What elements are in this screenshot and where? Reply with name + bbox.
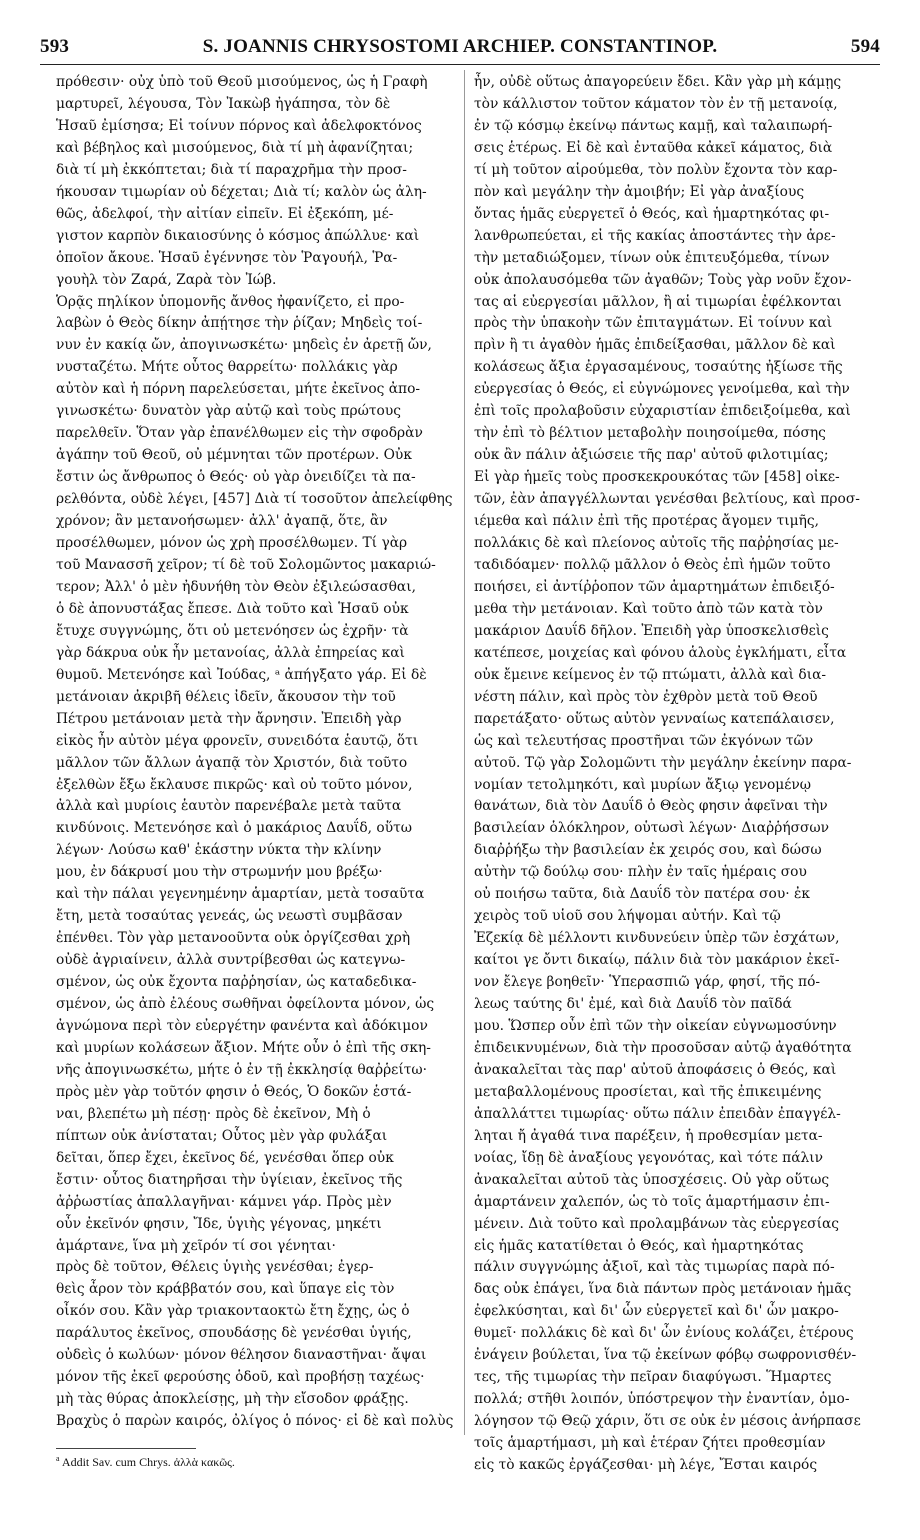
text-line: Ἡσαῦ ἐμίσησα; Εἰ τοίνυν πόρνος καὶ ἀδελφοκτόνος [56,117,422,134]
text-line: γὰρ δάκρυα οὐκ ἦν μετανοίας, ἀλλὰ ἐπηρείας καὶ [56,644,405,661]
footnote [56,1454,235,1470]
text-line: τί μὴ τοῦτον αἱρούμεθα, τὸν πολὺν ἔχοντα τὸν καρ- [474,161,838,178]
text-line: λόγησον τῷ Θεῷ χάριν, ὅτι σε οὐκ ἐν μέσοις ἀνήρπασε [474,1413,861,1430]
text-line: σμένον, ὡς οὐκ ἔχοντα παῤῥησίαν, ὡς καταδεδικα- [56,974,417,991]
text-line: θανάτων, διὰ τὸν Δαυΐδ ὁ Θεὸς φησιν ἀφεῖναι τὴν [474,798,828,815]
text-line: αὐτοῦ. Τῷ γὰρ Σολομῶντι τὴν μεγάλην ἐκείνην παρα- [474,754,852,771]
text-line: κατέπεσε, μοιχείας καὶ φόνου ἁλοὺς ἐγκλήματι, εἶτα [474,644,847,661]
text-line: ἀνακαλεῖται αὐτοῦ τὰς ὑποσχέσεις. Οὐ γὰρ οὕτως [474,1171,830,1188]
text-line: γινωσκέτω· δυνατὸν γὰρ αὐτῷ καὶ τοὺς πρώτους [56,403,401,420]
text-line: γιστον καρπὸν δικαιοσύνης ὁ κόσμος ἀπώλλυε· καὶ [56,227,420,244]
text-line: ὁποῖον ἄκουε. Ἡσαῦ ἐγέννησε τὸν Ῥαγουήλ, Ῥα- [56,249,398,266]
text-line: τοῖς ἁμαρτήμασι, μὴ καὶ ἑτέραν ζήτει προθεσμίαν [474,1435,826,1452]
text-line: ποιήσει, εἰ ἀντίῤῥοπον τῶν ἁμαρτημάτων ἐπιδειξό- [474,578,835,595]
page-number-right: 594 [850,36,880,57]
text-line: θεὶς ἆρον τὸν κράββατόν σου, καὶ ὕπαγε εἰς τὸν [56,1281,395,1298]
text-line: θῶς, ἀδελφοί, τὴν αἰτίαν εἰπεῖν. Εἰ ἐξεκόπη, μέ- [56,205,394,222]
text-line: ἐπὶ τοῖς προλαβοῦσιν εὐχαριστίαν ἐπιδειξοίμεθα, καὶ [474,403,851,420]
text-line: Βραχὺς ὁ παρὼν καιρός, ὀλίγος ὁ πόνος· εἰ δὲ καὶ πολὺς [56,1413,454,1430]
text-line: μου. Ὥσπερ οὖν ἐπὶ τῶν τὴν οἰκείαν εὐγνωμοσύνην [474,1017,837,1034]
text-line: χρόνον; ἂν μετανοήσωμεν· ἀλλ' ἀγαπᾷ, ὅτε, ἂν [56,513,388,530]
text-line: ἔτυχε συγγνώμης, ὅτι οὐ μετενόησεν ὡς ἐχρῆν· τὰ [56,622,409,639]
column-divider [464,70,465,1435]
text-line: θυμεῖ· πολλάκις δὲ καὶ δι' ὧν ἐνίους κολάζει, ἑτέρους [474,1325,854,1342]
running-title: S. JOANNIS CHRYSOSTOMI ARCHIEP. CONSTANTINOP. [202,36,718,57]
text-line: παρετάξατο· οὕτως αὐτὸν γενναίως κατεπάλαισεν, [474,710,835,727]
text-line: λαβὼν ὁ Θεὸς δίκην ἀπῄτησε τὴν ῥίζαν; Μηδεὶς τοί- [56,315,423,332]
footnote-rule [56,1448,196,1449]
text-line: χειρὸς τοῦ υἱοῦ σου λήψομαι αὐτήν. Καὶ τῷ [474,908,781,925]
text-line: οἶκόν σου. Κἂν γὰρ τριακονταοκτὼ ἔτη ἔχῃς, ὡς ὁ [56,1303,410,1320]
text-line: νυσταζέτω. Μήτε οὗτος θαρρείτω· πολλάκις γὰρ [56,359,398,376]
page-number-left: 593 [40,36,70,57]
text-line: ἔστιν· οὗτος διατηρῆσαι τὴν ὑγίειαν, ἐκεῖνος τῆς [56,1171,403,1188]
text-line: δας οὐκ ἐπάγει, ἵνα διὰ πάντων πρὸς μετάνοιαν ἡμᾶς [474,1281,852,1298]
text-line: πρόθεσιν· οὐχ ὑπὸ τοῦ Θεοῦ μισούμενος, ὡς ἡ Γραφὴ [56,74,428,90]
text-line: ἀνακαλεῖται τὰς παρ' αὐτοῦ ἀποφάσεις ὁ Θεός, καὶ [474,1061,837,1078]
text-line: ὁ δὲ ἀπονυστάξας ἔπεσε. Διὰ τοῦτο καὶ Ἡσαῦ οὐκ [56,600,409,617]
text-line: ἐπιδεικνυμένων, διὰ τὴν προσοῦσαν αὐτῷ ἀγαθότητα [474,1039,852,1056]
text-line: τὸν κάλλιστον τοῦτον κάματον τὸν ἐν τῇ μετανοίᾳ, [474,95,838,112]
text-line: πρὸς τὴν ὑπακοὴν τῶν ἐπιταγμάτων. Εἰ τοίνυν καὶ [474,315,833,332]
text-line: γουὴλ τὸν Ζαρά, Ζαρὰ τὸν Ἰώβ. [56,271,277,288]
text-line: Ὁρᾷς πηλίκον ὑπομονῆς ἄνθος ἠφανίζετο, εἰ προ- [56,293,405,310]
running-header [40,34,880,65]
text-line: οὖν ἐκεῖνόν φησιν, Ἴδε, ὑγιὴς γέγονας, μηκέτι [56,1215,382,1232]
text-line: οὐ ποιήσω ταῦτα, διὰ Δαυΐδ τὸν πατέρα σου· ἐκ [474,886,811,903]
text-line: ναι, βλεπέτω μὴ πέσῃ· πρὸς δὲ ἐκεῖνον, Μὴ ὁ [56,1105,371,1122]
text-line: μὴ τὰς θύρας ἀποκλείσῃς, μὴ τὴν εἴσοδον φράξῃς. [56,1391,409,1408]
text-line: σμένον, ὡς ἀπὸ ἐλέους σωθῆναι ὀφείλοντα μόνον, ὡς [56,996,435,1013]
text-line: ἔστιν ὡς ἄνθρωπος ὁ Θεός· οὐ γὰρ ὀνειδίζει τὰ πα- [56,469,416,486]
text-line: πὸν καὶ μεγάλην τὴν ἀμοιβήν; Εἰ γὰρ ἀναξίους [474,183,805,200]
text-line: βασιλείαν ὁλόκληρον, οὑτωσὶ λέγων· Διαῤῥήσσων [474,820,830,837]
text-line: παράλυτος ἐκεῖνος, σπουδάσῃς δὲ γενέσθαι ὑγιής, [56,1325,412,1342]
text-line: νοίας, ἴδῃ δὲ ἀναξίους γεγονότας, καὶ τότε πάλιν [474,1149,824,1166]
text-line: αὐτὴν τῷ δούλῳ σου· πλὴν ἐν ταῖς ἡμέραις σου [474,864,807,881]
text-line: νον ἔλεγε βοηθεῖν· Ὑπερασπιῶ γάρ, φησί, τῆς πό- [474,974,821,991]
text-line: νυν ἐν κακίᾳ ὤν, ἀπογινωσκέτω· μηδεὶς ἐν ἀρετῇ ὤν, [56,337,432,354]
text-line: μεταβαλλομένους προσίεται, καὶ τῆς ἐπικειμένης [474,1083,822,1100]
text-line: ὄντας ἡμᾶς εὐεργετεῖ ὁ Θεός, καὶ ἡμαρτηκότας φι- [474,205,830,222]
text-line: ληται ἤ ἀγαθά τινα παρέξειν, ἡ προθεσμίαν μετα- [474,1127,823,1144]
text-line: ἐν τῷ κόσμῳ ἐκείνῳ πάντως καμῇ, καὶ ταλαιπωρή- [474,117,833,134]
text-line: ρελθόντα, οὐδὲ λέγει, [457] Διὰ τί τοσοῦτον ἀπελείφθης [56,491,453,508]
text-line: καὶ μυρίων κολάσεων ἄξιον. Μήτε οὖν ὁ ἐπὶ τῆς σκη- [56,1039,431,1056]
text-line: αὐτὸν καὶ ἡ πόρνη παρελεύσεται, μήτε ἐκεῖνος ἀπο- [56,381,421,398]
text-line: τες, τῆς τιμωρίας τὴν πεῖραν διαφύγωσι. Ἥμαρτες [474,1369,832,1386]
text-line: οὐδεὶς ὁ κωλύων· μόνον θέλησον διαναστῆναι· ἄψαι [56,1347,427,1364]
left-text-column [56,72,454,1433]
text-line: τῶν, ἐὰν ἀπαγγέλλωνται γενέσθαι βελτίους, καὶ προσ- [474,491,860,508]
text-line: λέγων· Λούσω καθ' ἑκάστην νύκτα τὴν κλίνην [56,842,382,859]
text-line: πολλά; στῆθι λοιπόν, ὑπόστρεψον τὴν ἐναντίαν, ὁμο- [474,1391,850,1408]
text-line: Εἰ γὰρ ἡμεῖς τοὺς προσκεκρουκότας τῶν [458] οἰκε- [474,469,840,486]
text-line: εἰκὸς ἦν αὐτὸν μέγα φρονεῖν, συνειδότα ἑαυτῷ, ὅτι [56,732,419,749]
text-line: σεις ἑτέρως. Εἰ δὲ καὶ ἐνταῦθα κἀκεῖ κάματος, διὰ [474,139,833,156]
text-line: εὐεργεσίας ὁ Θεός, εἰ εὐγνώμονες γενοίμεθα, καὶ τὴν [474,381,850,398]
text-line: τοῦ Μανασσῆ χεῖρον; τί δὲ τοῦ Σολομῶντος μακαριώ- [56,556,436,573]
text-line: λανθρωπεύεται, εἰ τῆς κακίας ἀποστάντες τὴν ἀρε- [474,227,836,244]
text-line: ἀλλὰ καὶ μυρίοις ἑαυτὸν παρενέβαλε μετὰ ταῦτα [56,798,402,815]
text-line: ἐπένθει. Τὸν γὰρ μετανοοῦντα οὐκ ὀργίζεσθαι χρὴ [56,930,411,947]
text-line: οὐκ ἂν πάλιν ἀξιώσειε τῆς παρ' αὐτοῦ φιλοτιμίας; [474,447,829,464]
text-line: μετάνοιαν ἀκριβῆ θέλεις ἰδεῖν, ἄκουσον τὴν τοῦ [56,688,396,705]
text-line: εἰς τὸ κακῶς ἐργάζεσθαι· μὴ λέγε, Ἔσται καιρός [474,1457,818,1474]
right-text-column [474,72,872,1477]
text-line: τερον; Ἀλλ' ὁ μὲν ἠδυνήθη τὸν Θεὸν ἐξιλεώσασθαι, [56,578,417,595]
text-line: μόνον τῆς ἐκεῖ φερούσης ὁδοῦ, καὶ προβήσῃ ταχέως· [56,1369,425,1386]
text-line: νέστη πάλιν, καὶ πρὸς τὸν ἐχθρὸν μετὰ τοῦ Θεοῦ [474,688,818,705]
text-line: τὴν μεταδιώξομεν, τίνων οὐκ ἐπιτευξόμεθα, τίνων [474,249,830,266]
text-line: πολλάκις δὲ καὶ πλείονος αὐτοῖς τῆς παῤῥησίας με- [474,535,839,552]
text-line: καίτοι γε ὄντι δικαίῳ, πάλιν διὰ τὸν μακάριον ἐκεῖ- [474,952,840,969]
text-line: πρὶν ἢ τι ἀγαθὸν ἡμᾶς ἐπιδείξασθαι, μᾶλλον δὲ καὶ [474,337,836,354]
text-line: ἐφελκύσηται, καὶ δι' ὧν εὐεργετεῖ καὶ δι' ὧν μακρο- [474,1303,839,1320]
text-line: ταδιδόαμεν· πολλῷ μᾶλλον ὁ Θεὸς ἐπὶ ἡμῶν τοῦτο [474,556,831,573]
footnote-text: Addit Sav. cum Chrys. ἀλλὰ κακῶς. [61,1455,235,1469]
text-line: μένειν. Διὰ τοῦτο καὶ προλαμβάνων τὰς εὐεργεσίας [474,1215,840,1232]
text-line: ἀπαλλάττει τιμωρίας· οὕτω πάλιν ἐπειδὰν ἐπαγγέλ- [474,1105,841,1122]
text-line: διὰ τί μὴ ἐκκόπτεται; διὰ τί παραχρῆμα τὴν προσ- [56,161,407,178]
text-line: τὴν ἐπὶ τὸ βέλτιον μεταβολὴν ποιησοίμεθα, πόσης [474,425,826,442]
text-line: μᾶλλον τῶν ἄλλων ἀγαπᾷ τὸν Χριστόν, διὰ τοῦτο [56,754,408,771]
text-line: ήκουσαν τιμωρίαν οὐ δέχεται; Διὰ τί; καλὸν ὡς ἀλη- [56,183,427,200]
text-line: καὶ βέβηλος καὶ μισούμενος, διὰ τί μὴ ἀφανίζηται; [56,139,414,156]
text-line: ἀῤῥωστίας ἀπαλλαγῆναι· κάμνει γάρ. Πρὸς μὲν [56,1193,392,1210]
text-line: πίπτων οὐκ ἀνίσταται; Οὗτος μὲν γὰρ φυλάξαι [56,1127,388,1144]
text-line: Πέτρου μετάνοιαν μετὰ τὴν ἄρνησιν. Ἐπειδὴ γὰρ [56,710,402,727]
text-line: ιέμεθα καὶ πάλιν ἐπὶ τῆς προτέρας ἄγομεν τιμῆς, [474,513,819,530]
text-line: μου, ἐν δάκρυσί μου τὴν στρωμνήν μου βρέξω· [56,864,383,881]
text-line: ἐξελθὼν ἔξω ἔκλαυσε πικρῶς· καὶ οὐ τοῦτο μόνον, [56,776,413,793]
text-line: ἔτη, μετὰ τοσαύτας γενεάς, ὡς νεωστὶ συμβᾶσαν [56,908,403,925]
text-line: ἀγνώμονα περὶ τὸν εὐεργέτην φανέντα καὶ ἀδόκιμον [56,1017,428,1034]
text-line: θυμοῦ. Μετενόησε καὶ Ἰούδας, ᵃ ἀπήγξατο γάρ. Εἰ δὲ [56,666,427,683]
text-line: μακάριον Δαυΐδ δῆλον. Ἐπειδὴ γὰρ ὑποσκελισθεὶς [474,622,829,639]
text-line: νῆς ἀπογινωσκέτω, μήτε ὁ ἐν τῇ ἐκκλησίᾳ θαῤῥείτω· [56,1061,428,1078]
text-line: πρὸς δὲ τοῦτον, Θέλεις ὑγιὴς γενέσθαι; ἐγερ- [56,1259,374,1276]
text-line: δεῖται, ὅπερ ἔχει, ἐκεῖνος δέ, γενέσθαι ὅπερ οὐκ [56,1149,394,1166]
footnote-marker: a [56,1454,60,1463]
text-line: κινδύνοις. Μετενόησε καὶ ὁ μακάριος Δαυΐδ, οὕτω [56,820,413,837]
text-line: ἦν, οὐδὲ οὕτως ἀπαγορεύειν ἔδει. Κἂν γὰρ μὴ κάμῃς [474,74,842,90]
text-line: τας αἱ εὐεργεσίαι μᾶλλον, ἢ αἱ τιμωρίαι ἐφέλκονται [474,293,842,310]
text-line: διαῤῥήξω τὴν βασιλείαν ἐκ χειρός σου, καὶ δώσω [474,842,822,859]
text-line: ἁμάρτανε, ἵνα μὴ χεῖρόν τί σοι γένηται· [56,1237,336,1254]
text-line: καὶ τὴν πάλαι γεγενημένην ἁμαρτίαν, μετὰ τοσαῦτα [56,886,425,903]
text-line: προσέλθωμεν, μόνον ὡς χρὴ προσέλθωμεν. Τί γὰρ [56,535,408,552]
text-line: οὐδὲ ἀγριαίνειν, ἀλλὰ συντρίβεσθαι ὡς κατεγνω- [56,952,406,969]
text-line: εἰς ἡμᾶς κατατίθεται ὁ Θεός, καὶ ἡμαρτηκότας [474,1237,804,1254]
text-line: κολάσεως ἄξια ἐργασαμένους, τοσαύτης ἠξίωσε τῆς [474,359,843,376]
text-line: νομίαν τετολμηκότι, καὶ μυρίων ἄξιῳ γενομένῳ [474,776,812,793]
text-line: πρὸς μὲν γὰρ τοῦτόν φησιν ὁ Θεός, Ὁ δοκῶν ἑστά- [56,1083,412,1100]
text-line: μεθα τὴν μετάνοιαν. Καὶ τοῦτο ἀπὸ τῶν κατὰ τὸν [474,600,823,617]
text-line: Ἐζεκίᾳ δὲ μέλλοντι κινδυνεύειν ὑπὲρ τῶν ἐσχάτων, [474,930,840,947]
text-line: ἀγάπην τοῦ Θεοῦ, οὐ μέμνηται τῶν προτέρων. Οὐκ [56,447,412,464]
text-line: παρελθεῖν. Ὅταν γὰρ ἐπανέλθωμεν εἰς τὴν σφοδρὰν [56,425,423,442]
text-line: οὐκ ἀπολαυσόμεθα τῶν ἀγαθῶν; Τοὺς γὰρ νοῦν ἔχον- [474,271,852,288]
text-line: λεως ταύτης δι' ἐμέ, καὶ διὰ Δαυΐδ τὸν παῖδά [474,996,792,1013]
text-line: οὐκ ἔμεινε κείμενος ἐν τῷ πτώματι, ἀλλὰ καὶ δια- [474,666,827,683]
text-line: ἁμαρτάνειν χαλεπόν, ὡς τὸ τοῖς ἁμαρτήμασιν ἐπι- [474,1193,830,1210]
text-line: ὡς καὶ τελευτήσας προστῆναι τῶν ἐκγόνων τῶν [474,732,814,749]
text-line: πάλιν συγγνώμης ἀξιοῖ, καὶ τὰς τιμωρίας παρὰ πό- [474,1259,835,1276]
text-line: ἐνάγειν βούλεται, ἵνα τῷ ἐκείνων φόβῳ σωφρονισθέν- [474,1347,857,1364]
text-line: μαρτυρεῖ, λέγουσα, Τὸν Ἰακὼβ ἠγάπησα, τὸν δὲ [56,95,391,112]
